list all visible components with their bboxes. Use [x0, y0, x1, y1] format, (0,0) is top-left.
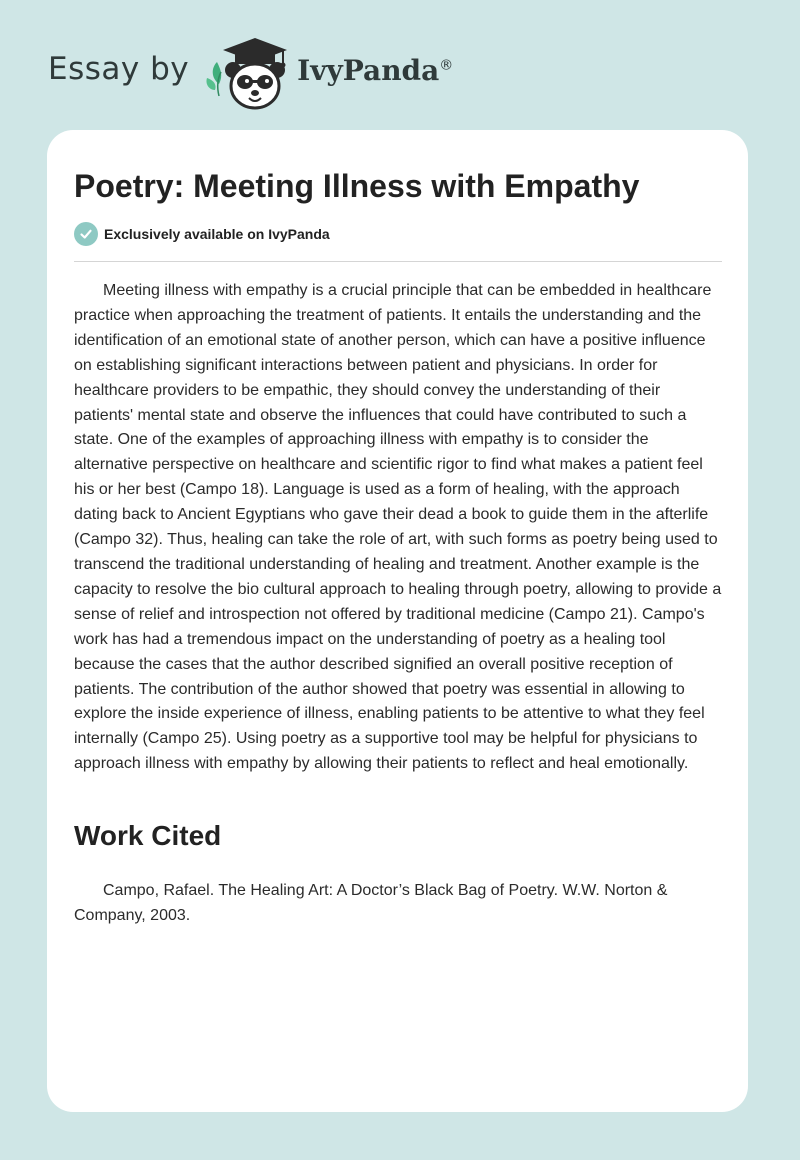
- check-circle-icon: [74, 222, 98, 246]
- site-header: [48, 32, 453, 112]
- page-title: Poetry: Meeting Illness with Empathy: [74, 168, 640, 204]
- essay-body-paragraph: Meeting illness with empathy is a crucial principle that can be embedded in healthcare practice when approaching the treatment of patients. It entails the understanding and the identification of an emotional state of another person, which can have a positive influence on establishing significant interactions between patient and physicians. In order for healthcare providers to be empathic, they should convey the understanding of their patients' mental state and observe the influences that could have contributed to such a state. One of the examples of approaching illness with empathy is to consider the alternative perspective on healthcare and scientific rigor to find what makes a patient feel his or her best (Campo 18). Language is used as a form of healing, with the approach dating back to Ancient Egyptians who gave their dead a book to guide them in the afterlife (Campo 32). Thus, healing can take the role of art, with such forms as poetry being used to transcend the traditional understanding of healing and treatment. Another example is the capacity to resolve the bio cultural approach to healing through poetry, allowing to provide a sense of relief and introspection not offered by traditional medicine (Campo 21). Campo's work has had a tremendous impact on the understanding of poetry as a healing tool because the cases that the author described signified an overall positive reception of patients. The contribution of the author showed that poetry was essential in allowing to explore the inside experience of illness, enabling patients to be attentive to what they feel internally (Campo 25). Using poetry as a supportive tool may be helpful for physicians to approach illness with empathy by allowing their patients to reflect and heal emotionally.: [74, 282, 722, 773]
- registered-mark: ®: [439, 57, 454, 74]
- essay-by-label: Essay by: [48, 51, 190, 87]
- brand-logo-text[interactable]: [297, 54, 453, 87]
- citation-entry: Campo, Rafael. The Healing Art: A Doctor’s Black Bag of Poetry. W.W. Norton & Company, 2003.: [74, 882, 668, 924]
- works-cited-heading: Work Cited: [74, 820, 222, 851]
- exclusive-badge: [74, 222, 330, 246]
- essay-card: [47, 130, 748, 1112]
- panda-graduate-icon[interactable]: [205, 32, 291, 112]
- brand-name: IvyPanda: [297, 53, 440, 87]
- exclusive-badge-label: Exclusively available on IvyPanda: [104, 226, 330, 242]
- divider: [74, 261, 722, 262]
